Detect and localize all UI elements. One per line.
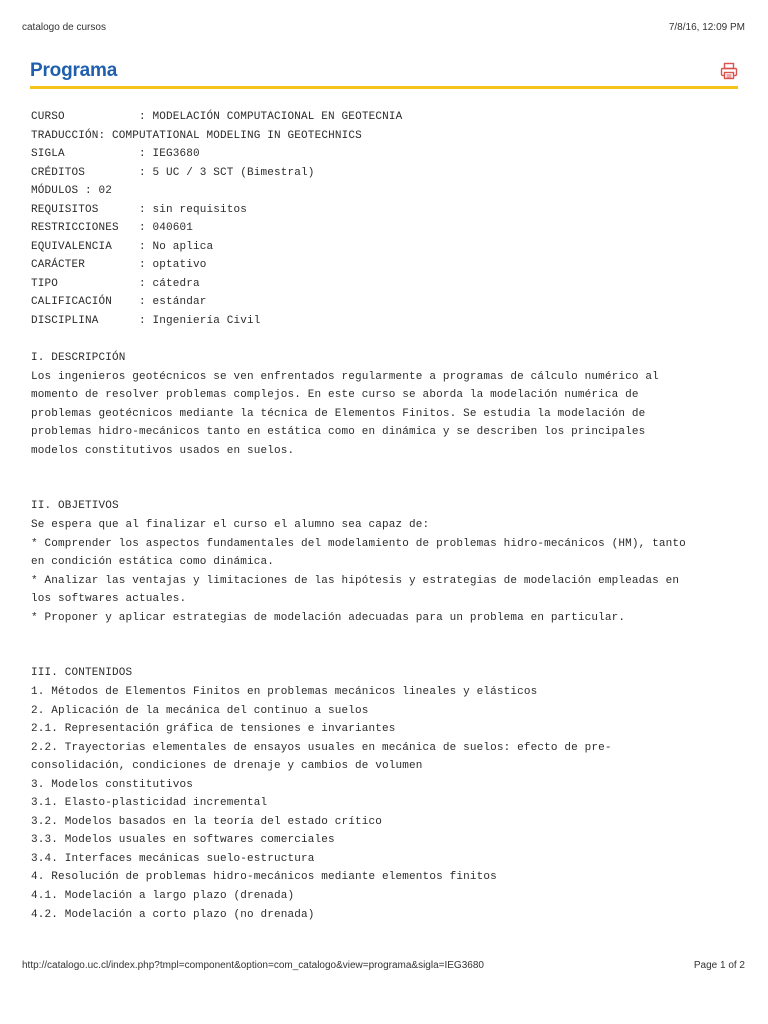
field-row <box>31 293 746 312</box>
field-value: 040601 <box>152 222 194 235</box>
descripcion-line: problemas hidro-mecánicos tanto en estática como en dinámica y se describen los principales <box>31 426 646 439</box>
field-row <box>31 145 746 164</box>
field-label: SIGLA <box>31 148 65 161</box>
field-row <box>31 164 746 183</box>
browser-doc-title: catalogo de cursos <box>22 22 106 33</box>
field-separator: : <box>118 222 153 235</box>
field-value: 02 <box>98 185 113 198</box>
field-label: EQUIVALENCIA <box>31 240 113 253</box>
contenidos-item: 3.2. Modelos basados en la teoría del estado crítico <box>31 815 383 828</box>
contenidos-item: 3.1. Elasto-plasticidad incremental <box>31 797 268 810</box>
descripcion-line: problemas geotécnicos mediante la técnica de Elementos Finitos. Se estudia la modelación de <box>31 407 646 420</box>
contenidos-item: 2.1. Representación gráfica de tensiones e invariantes <box>31 723 396 736</box>
field-row <box>31 312 746 331</box>
field-separator: : <box>64 148 153 161</box>
field-row <box>31 201 746 220</box>
program-body <box>31 108 746 924</box>
descripcion-text <box>31 368 746 461</box>
field-row <box>31 127 746 146</box>
field-row <box>31 182 746 201</box>
objetivos-line: Se espera que al finalizar el curso el alumno sea capaz de: <box>31 519 430 532</box>
field-separator: : <box>64 111 153 123</box>
field-label: REQUISITOS <box>31 203 99 216</box>
field-value: No aplica <box>152 240 214 253</box>
course-fields <box>31 108 746 331</box>
field-value: COMPUTATIONAL MODELING IN GEOTECHNICS <box>112 129 362 142</box>
field-row <box>31 275 746 294</box>
contenidos-item: 3.4. Interfaces mecánicas suelo-estructura <box>31 852 315 865</box>
field-separator: : <box>98 129 113 142</box>
field-value: MODELACIÓN COMPUTACIONAL EN GEOTECNIA <box>152 111 403 123</box>
descripcion-line: modelos constitutivos usados en suelos. <box>31 444 295 457</box>
contenidos-item: consolidación, condiciones de drenaje y cambios de volumen <box>31 760 423 773</box>
field-value: estándar <box>152 296 207 309</box>
footer-page-info: Page 1 of 2 <box>693 960 745 971</box>
descripcion-line: momento de resolver problemas complejos. En este curso se aborda la modelación numérica de <box>31 389 639 402</box>
contenidos-item: 3. Modelos constitutivos <box>31 778 194 791</box>
footer-url: http://catalogo.uc.cl/index.php?tmpl=component&option=com_catalogo&view=programa&sigla=IEG3680 <box>22 960 484 971</box>
field-row <box>31 238 746 257</box>
contenidos-item: 4.2. Modelación a corto plazo (no drenada) <box>31 908 315 921</box>
objetivos-line: los softwares actuales. <box>31 593 187 606</box>
field-label: CALIFICACIÓN <box>31 296 113 309</box>
field-separator: : <box>98 315 153 328</box>
field-label: RESTRICCIONES <box>31 222 119 235</box>
contenidos-item: 4. Resolución de problemas hidro-mecánicos mediante elementos finitos <box>31 871 497 884</box>
section-heading-descripcion: I. DESCRIPCIÓN <box>31 352 126 365</box>
field-separator: : <box>85 166 153 179</box>
field-label: CARÁCTER <box>31 259 86 272</box>
field-value: IEG3680 <box>152 148 200 161</box>
objetivos-text <box>31 516 746 627</box>
field-label: MÓDULOS <box>31 185 79 198</box>
field-separator: : <box>112 296 153 309</box>
contenidos-item: 3.3. Modelos usuales en softwares comerciales <box>31 834 335 847</box>
section-heading-objetivos: II. OBJETIVOS <box>31 500 119 513</box>
descripcion-line: Los ingenieros geotécnicos se ven enfrentados regularmente a programas de cálculo numérico al <box>31 370 659 383</box>
objetivos-line: * Proponer y aplicar estrategias de modelación adecuadas para un problema en particular. <box>31 611 626 624</box>
contenidos-item: 2.2. Trayectorias elementales de ensayos usuales en mecánica de suelos: efecto de pre- <box>31 741 612 754</box>
field-separator: : <box>112 240 153 253</box>
field-separator: : <box>58 277 153 290</box>
contenidos-item: 4.1. Modelación a largo plazo (drenada) <box>31 889 295 902</box>
objetivos-line: * Analizar las ventajas y limitaciones de las hipótesis y estrategias de modelación empleadas en <box>31 574 680 587</box>
objetivos-line: * Comprender los aspectos fundamentales del modelamiento de problemas hidro-mecánicos (HM), tanto <box>31 537 686 550</box>
contenidos-list <box>31 683 746 924</box>
field-value: optativo <box>152 259 207 272</box>
field-label: CURSO <box>31 111 65 123</box>
contenidos-item: 1. Métodos de Elementos Finitos en problemas mecánicos lineales y elásticos <box>31 685 538 698</box>
field-value: 5 UC / 3 SCT (Bimestral) <box>152 166 315 179</box>
page-title: Programa <box>30 60 118 81</box>
field-row <box>31 219 746 238</box>
field-separator: : <box>85 259 153 272</box>
field-label: TIPO <box>31 277 59 290</box>
field-row <box>31 108 746 127</box>
field-value: sin requisitos <box>152 203 248 216</box>
contenidos-item: 2. Aplicación de la mecánica del continuo a suelos <box>31 704 369 717</box>
section-heading-contenidos: III. CONTENIDOS <box>31 667 133 680</box>
field-separator: : <box>78 185 99 198</box>
field-label: DISCIPLINA <box>31 315 99 328</box>
field-separator: : <box>98 203 153 216</box>
field-value: cátedra <box>152 277 200 290</box>
objetivos-line: en condición estática como dinámica. <box>31 556 275 569</box>
field-row <box>31 256 746 275</box>
title-divider <box>30 86 738 89</box>
field-label: TRADUCCIÓN <box>31 129 99 142</box>
print-datetime: 7/8/16, 12:09 PM <box>668 22 745 33</box>
field-value: Ingeniería Civil <box>152 315 261 328</box>
printer-icon[interactable] <box>720 62 738 80</box>
field-label: CRÉDITOS <box>31 166 86 179</box>
